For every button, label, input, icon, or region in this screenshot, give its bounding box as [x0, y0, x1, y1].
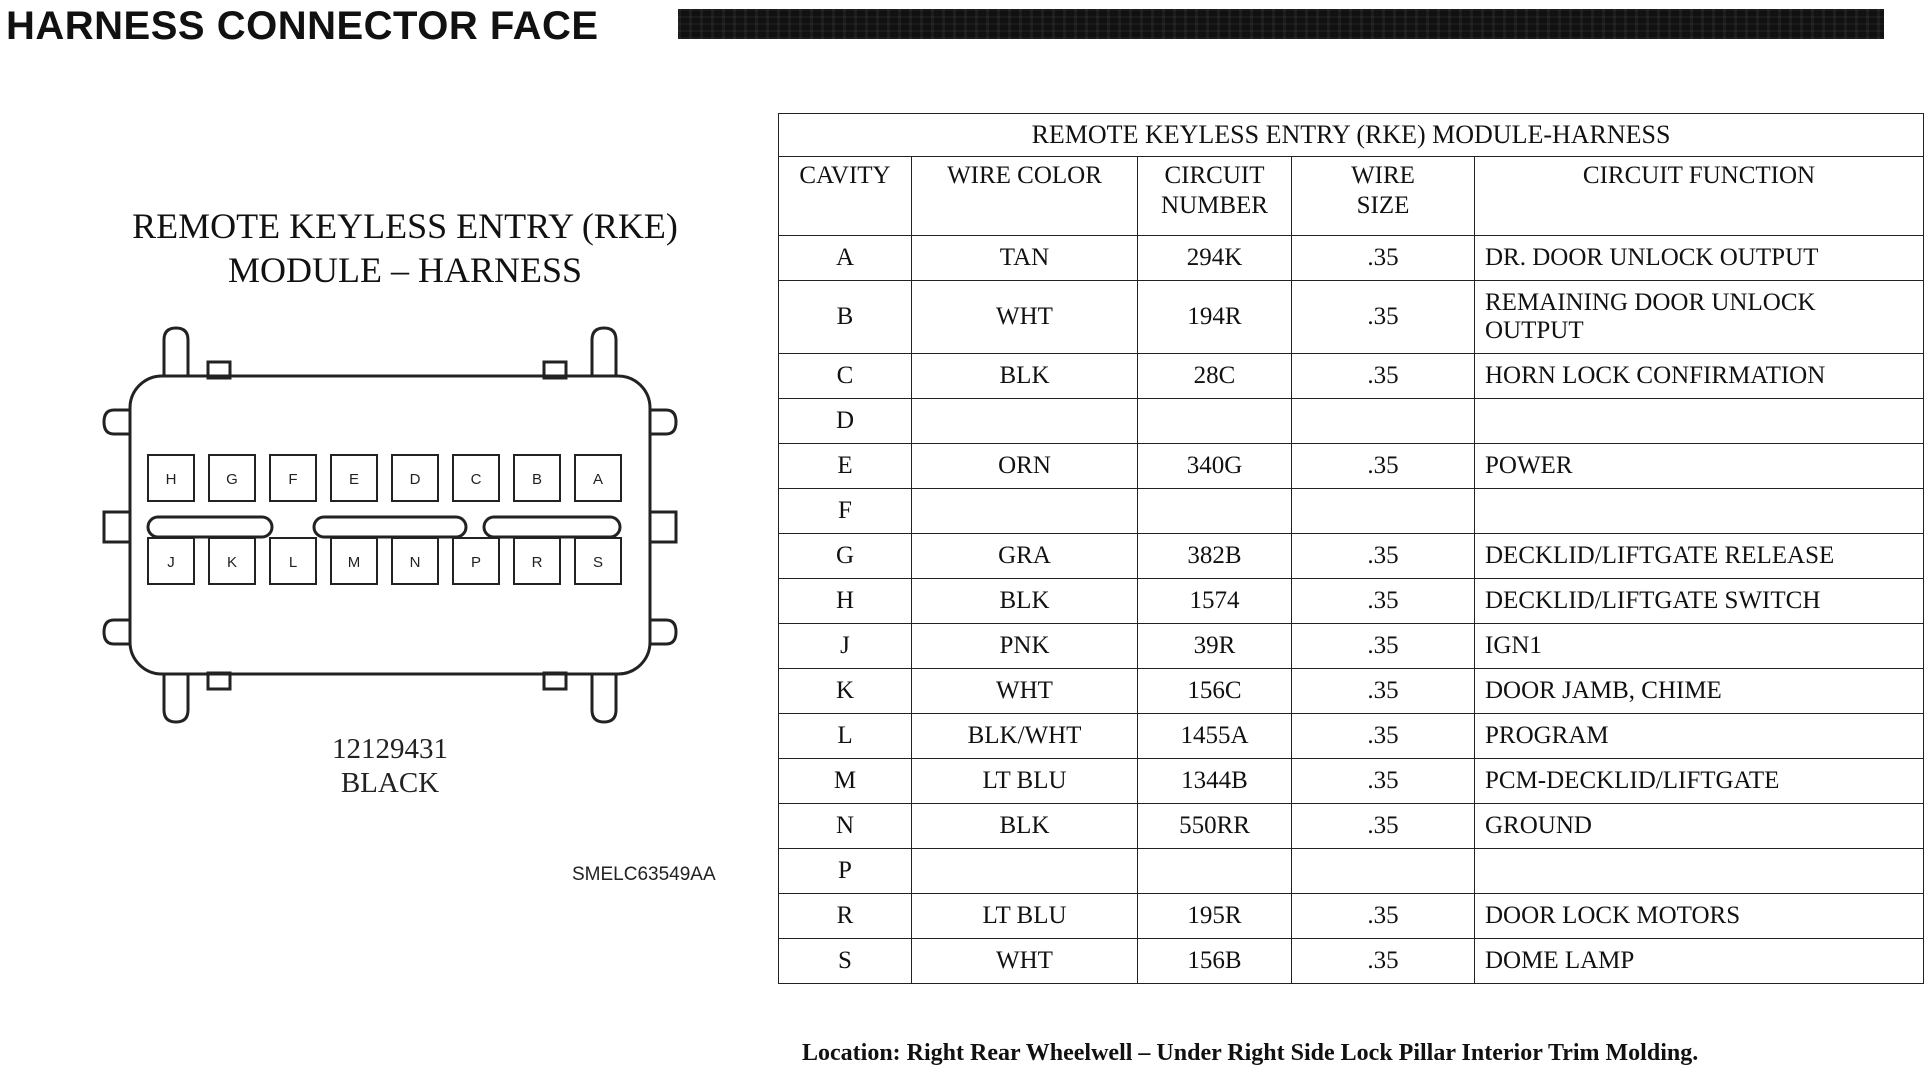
left-top-latch — [164, 328, 188, 376]
cell-circuit-function: IGN1 — [1475, 624, 1924, 669]
pin-label: D — [409, 471, 421, 488]
pins-top-row — [148, 455, 621, 501]
cell-circuit-function: DOOR LOCK MOTORS — [1475, 894, 1924, 939]
cell-wire-color: WHT — [912, 939, 1138, 984]
header-bar — [678, 9, 1884, 39]
cell-cavity: G — [779, 534, 912, 579]
cell-cavity: C — [779, 354, 912, 399]
right-top-latch — [592, 328, 616, 376]
cell-circuit-number — [1138, 489, 1292, 534]
cell-circuit-function: DECKLID/LIFTGATE SWITCH — [1475, 579, 1924, 624]
pin-cavity-c — [453, 455, 499, 501]
cell-cavity: J — [779, 624, 912, 669]
column-header-circuit-number-line2: NUMBER — [1161, 192, 1268, 219]
cell-circuit-number: 1344B — [1138, 759, 1292, 804]
pin-cavity-l — [270, 538, 316, 584]
table-row — [779, 579, 1924, 624]
cell-cavity: F — [779, 489, 912, 534]
pin-cavity-p — [453, 538, 499, 584]
column-header-wire-size-line2: SIZE — [1356, 192, 1410, 219]
cell-wire-color: WHT — [912, 669, 1138, 714]
cell-wire-color — [912, 399, 1138, 444]
cell-wire-size: .35 — [1292, 804, 1475, 849]
cell-circuit-number: 382B — [1138, 534, 1292, 579]
cell-circuit-function: POWER — [1475, 444, 1924, 489]
table-row — [779, 894, 1924, 939]
cell-circuit-number: 1574 — [1138, 579, 1292, 624]
pin-cavity-s — [575, 538, 621, 584]
pin-label: A — [592, 471, 604, 488]
diagram-title-line2: MODULE – HARNESS — [227, 250, 583, 290]
page-title: HARNESS CONNECTOR FACE — [6, 4, 599, 48]
cell-wire-size: .35 — [1292, 354, 1475, 399]
pin-cavity-b — [514, 455, 560, 501]
pin-cavity-e — [331, 455, 377, 501]
pins-bottom-row — [148, 538, 621, 584]
cell-circuit-function — [1475, 399, 1924, 444]
table-row — [779, 354, 1924, 399]
cell-cavity: L — [779, 714, 912, 759]
diagram-title — [60, 204, 750, 292]
table-row — [779, 624, 1924, 669]
cell-circuit-number: 1455A — [1138, 714, 1292, 759]
column-header-circuit-function: CIRCUIT FUNCTION — [1475, 157, 1924, 236]
cell-circuit-function: REMAINING DOOR UNLOCK OUTPUT — [1475, 281, 1924, 354]
table-row — [779, 534, 1924, 579]
separator-rib-right — [484, 517, 620, 537]
location-note: Location: Right Rear Wheelwell – Under Right Side Lock Pillar Interior Trim Molding. — [802, 1040, 1699, 1066]
table-body — [779, 236, 1924, 984]
table-row — [779, 939, 1924, 984]
column-header-wire-size — [1292, 157, 1475, 236]
figure-code: SMELC63549AA — [572, 864, 716, 885]
pin-label: L — [288, 554, 298, 571]
pin-label: R — [531, 554, 543, 571]
cell-cavity: R — [779, 894, 912, 939]
cell-circuit-number: 156C — [1138, 669, 1292, 714]
cell-wire-size — [1292, 399, 1475, 444]
pin-label: K — [226, 554, 238, 571]
connector-color: BLACK — [340, 767, 440, 799]
connector-face-diagram — [92, 318, 682, 728]
table-row — [779, 489, 1924, 534]
cell-wire-size — [1292, 849, 1475, 894]
separator-rib-center — [314, 517, 466, 537]
cell-wire-color: BLK — [912, 579, 1138, 624]
table-row — [779, 281, 1924, 354]
pin-cavity-m — [331, 538, 377, 584]
cell-circuit-number: 195R — [1138, 894, 1292, 939]
right-ear-top — [650, 410, 676, 434]
cell-cavity: K — [779, 669, 912, 714]
cell-cavity: D — [779, 399, 912, 444]
cell-wire-color: LT BLU — [912, 759, 1138, 804]
cell-cavity: E — [779, 444, 912, 489]
cell-wire-size: .35 — [1292, 624, 1475, 669]
cell-wire-size: .35 — [1292, 579, 1475, 624]
pin-cavity-d — [392, 455, 438, 501]
cell-circuit-function — [1475, 489, 1924, 534]
cell-circuit-number: 28C — [1138, 354, 1292, 399]
connector-body — [130, 376, 650, 674]
left-bottom-latch — [164, 674, 188, 722]
cell-wire-size: .35 — [1292, 939, 1475, 984]
column-header-circuit-number — [1138, 157, 1292, 236]
cell-cavity: N — [779, 804, 912, 849]
table-caption: REMOTE KEYLESS ENTRY (RKE) MODULE-HARNESS — [779, 114, 1924, 157]
pin-cavity-k — [209, 538, 255, 584]
pin-label: P — [470, 554, 482, 571]
right-side-bump — [650, 512, 676, 542]
separator-rib-left — [148, 517, 272, 537]
pin-label: N — [409, 554, 421, 571]
cell-wire-size: .35 — [1292, 281, 1475, 354]
pin-cavity-r — [514, 538, 560, 584]
pin-label: M — [347, 554, 361, 571]
cell-circuit-number: 340G — [1138, 444, 1292, 489]
cell-wire-color: LT BLU — [912, 894, 1138, 939]
cell-wire-size: .35 — [1292, 534, 1475, 579]
diagram-title-line1: REMOTE KEYLESS ENTRY (RKE) — [132, 206, 678, 246]
cell-circuit-function — [1475, 849, 1924, 894]
table-row — [779, 444, 1924, 489]
cell-wire-color: BLK/WHT — [912, 714, 1138, 759]
cell-circuit-number: 550RR — [1138, 804, 1292, 849]
cell-cavity: S — [779, 939, 912, 984]
left-ear-bottom — [104, 620, 130, 644]
pin-cavity-h — [148, 455, 194, 501]
cell-wire-size — [1292, 489, 1475, 534]
pin-cavity-n — [392, 538, 438, 584]
table-row — [779, 759, 1924, 804]
cell-wire-color: PNK — [912, 624, 1138, 669]
cell-wire-color: GRA — [912, 534, 1138, 579]
pin-cavity-a — [575, 455, 621, 501]
right-ear-bottom — [650, 620, 676, 644]
table-row — [779, 714, 1924, 759]
pin-cavity-f — [270, 455, 316, 501]
pin-label: H — [165, 471, 177, 488]
left-ear-top — [104, 410, 130, 434]
pin-cavity-g — [209, 455, 255, 501]
table-row — [779, 236, 1924, 281]
cell-cavity: A — [779, 236, 912, 281]
cell-circuit-function: PCM-DECKLID/LIFTGATE — [1475, 759, 1924, 804]
column-header-cavity: CAVITY — [779, 157, 912, 236]
right-bottom-latch — [592, 674, 616, 722]
cell-wire-color: ORN — [912, 444, 1138, 489]
column-header-wire-size-line1: WIRE — [1351, 162, 1415, 189]
cell-wire-size: .35 — [1292, 759, 1475, 804]
cell-circuit-function: PROGRAM — [1475, 714, 1924, 759]
part-number: 12129431 — [332, 733, 448, 765]
pin-label: F — [288, 471, 298, 488]
pin-cavity-j — [148, 538, 194, 584]
left-side-bump — [104, 512, 130, 542]
pin-label: S — [592, 554, 604, 571]
table-row — [779, 669, 1924, 714]
cell-wire-color: BLK — [912, 354, 1138, 399]
cell-circuit-function: DECKLID/LIFTGATE RELEASE — [1475, 534, 1924, 579]
cell-circuit-number: 39R — [1138, 624, 1292, 669]
cell-wire-size: .35 — [1292, 236, 1475, 281]
cell-cavity: P — [779, 849, 912, 894]
cell-wire-size: .35 — [1292, 669, 1475, 714]
cell-circuit-number — [1138, 849, 1292, 894]
cell-circuit-number: 156B — [1138, 939, 1292, 984]
cell-wire-size: .35 — [1292, 894, 1475, 939]
cell-cavity: H — [779, 579, 912, 624]
cell-circuit-function: GROUND — [1475, 804, 1924, 849]
pin-label: G — [226, 471, 238, 488]
cell-circuit-number: 294K — [1138, 236, 1292, 281]
cell-wire-color: BLK — [912, 804, 1138, 849]
pinout-table — [778, 113, 1924, 984]
cell-circuit-function: DR. DOOR UNLOCK OUTPUT — [1475, 236, 1924, 281]
cell-wire-size: .35 — [1292, 444, 1475, 489]
table-row — [779, 399, 1924, 444]
cell-wire-color: WHT — [912, 281, 1138, 354]
table-row — [779, 804, 1924, 849]
column-header-circuit-number-line1: CIRCUIT — [1164, 162, 1265, 189]
table-row — [779, 849, 1924, 894]
cell-cavity: M — [779, 759, 912, 804]
pin-label: J — [167, 554, 175, 571]
cell-circuit-number: 194R — [1138, 281, 1292, 354]
cell-circuit-function: DOOR JAMB, CHIME — [1475, 669, 1924, 714]
pin-label: E — [348, 471, 360, 488]
part-info — [280, 732, 500, 800]
pin-label: C — [470, 471, 482, 488]
cell-cavity: B — [779, 281, 912, 354]
pin-label: B — [531, 471, 543, 488]
cell-circuit-number — [1138, 399, 1292, 444]
cell-circuit-function: HORN LOCK CONFIRMATION — [1475, 354, 1924, 399]
cell-circuit-function: DOME LAMP — [1475, 939, 1924, 984]
cell-wire-color — [912, 489, 1138, 534]
cell-wire-size: .35 — [1292, 714, 1475, 759]
cell-wire-color: TAN — [912, 236, 1138, 281]
column-header-wire-color: WIRE COLOR — [912, 157, 1138, 236]
cell-wire-color — [912, 849, 1138, 894]
